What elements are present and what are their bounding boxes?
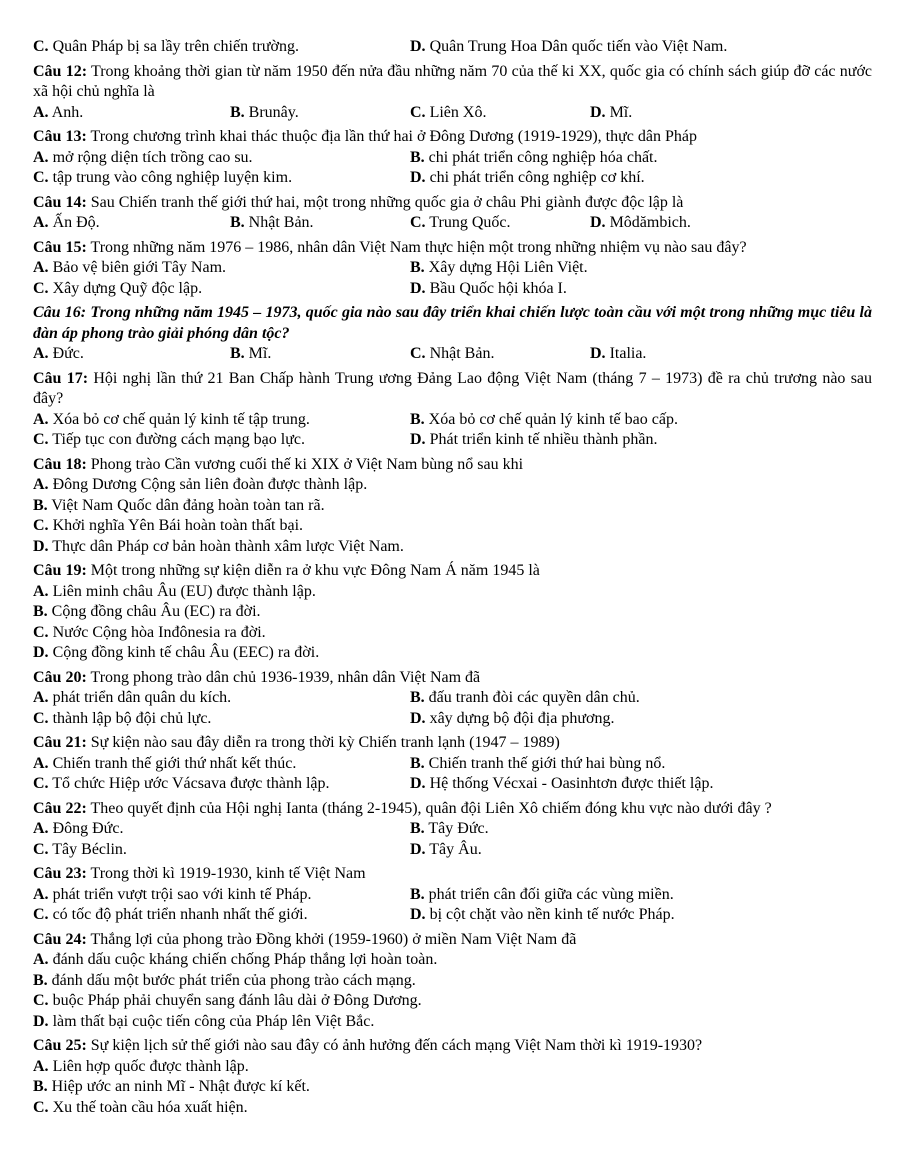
option (33, 582, 872, 603)
option-letter: B. (230, 345, 245, 362)
question-number: Câu 24: (33, 930, 87, 948)
option (410, 754, 872, 775)
question-block (33, 193, 872, 234)
option-letter: D. (410, 775, 426, 792)
option-letter: C. (33, 906, 49, 923)
option-letter: A. (33, 820, 49, 837)
option-letter: C. (33, 840, 49, 858)
options-row (33, 475, 872, 496)
question-body: Sự kiện lịch sử thế giới nào sau đây có ảnh hưởng đến cách mạng Việt Nam thời kì 1919-1930? (90, 1037, 703, 1054)
question-text (33, 668, 872, 689)
option-text: Brunây. (248, 103, 299, 121)
option-text: Hệ thống Vécxai - Oasinhtơn được thiết lập. (429, 775, 714, 792)
option-letter: C. (33, 431, 49, 448)
option-letter: D. (33, 644, 49, 661)
option-text: Quân Trung Hoa Dân quốc tiến vào Việt Nam. (429, 38, 728, 55)
option (33, 103, 230, 124)
question-block (33, 668, 872, 730)
options-row (33, 1098, 872, 1119)
option (410, 148, 872, 169)
option-text: Xóa bỏ cơ chế quản lý kinh tế tập trung. (52, 410, 310, 428)
option-text: buộc Pháp phải chuyển sang đánh lâu dài ở Đông Dương. (52, 992, 422, 1009)
option (410, 885, 872, 906)
option (410, 410, 872, 431)
option-text: đánh dấu cuộc kháng chiến chống Pháp thắng lợi hoàn toàn. (52, 951, 438, 968)
options-row (33, 602, 872, 623)
question-body: Sự kiện nào sau đây diễn ra trong thời kỳ Chiến tranh lạnh (1947 – 1989) (90, 734, 560, 751)
option (410, 819, 872, 840)
option-letter: C. (410, 345, 426, 362)
options-row (33, 1012, 872, 1033)
option (33, 279, 410, 300)
option (33, 1098, 872, 1119)
option (33, 344, 230, 365)
question-body: Trong phong trào dân chủ 1936-1939, nhân dân Việt Nam đã (90, 668, 481, 686)
question-text (33, 238, 872, 259)
option-letter: A. (33, 582, 49, 600)
option (230, 103, 410, 124)
options-row (33, 623, 872, 644)
options-row (33, 537, 872, 558)
option-text: Mĩ. (609, 103, 633, 121)
option-letter: D. (590, 103, 606, 121)
option-letter: A. (33, 345, 49, 362)
option-text: Tiếp tục con đường cách mạng bạo lực. (52, 431, 305, 448)
option-letter: A. (33, 214, 49, 231)
question-body: Phong trào Cần vương cuối thế ki XIX ở Việt Nam bùng nổ sau khi (90, 455, 524, 473)
option-letter: B. (410, 410, 425, 428)
question-block (33, 799, 872, 861)
option (33, 1012, 872, 1033)
question-body: Thắng lợi của phong trào Đồng khởi (1959-1960) ở miền Nam Việt Nam đã (90, 930, 577, 948)
option-letter: A. (33, 259, 49, 276)
option-letter: C. (33, 38, 49, 55)
question-text (33, 1036, 872, 1057)
option-text: đánh dấu một bước phát triển của phong trào cách mạng. (51, 971, 416, 989)
option (33, 885, 410, 906)
option-text: Trung Quốc. (429, 214, 511, 231)
option-text: phát triển dân quân du kích. (52, 689, 232, 706)
option-text: Thực dân Pháp cơ bản hoàn thành xâm lược Việt Nam. (52, 537, 404, 555)
option (33, 1057, 872, 1078)
option (410, 279, 872, 300)
option-text: đấu tranh đòi các quyền dân chủ. (428, 689, 640, 706)
question-number: Câu 22: (33, 799, 87, 817)
question-body: Trong những năm 1976 – 1986, nhân dân Việt Nam thực hiện một trong những nhiệm vụ nào sau đây? (90, 238, 747, 256)
option-text: Quân Pháp bị sa lầy trên chiến trường. (52, 38, 299, 55)
option (410, 774, 872, 795)
option-text: Bầu Quốc hội khóa I. (429, 279, 567, 297)
option-letter: D. (410, 38, 426, 55)
option-letter: A. (33, 885, 49, 903)
option (33, 709, 410, 730)
option-letter: B. (410, 885, 425, 903)
option-letter: B. (410, 820, 425, 837)
options-row (33, 168, 872, 189)
question-text (33, 127, 872, 148)
option-letter: D. (410, 279, 426, 297)
question-number: Câu 18: (33, 455, 87, 473)
option-text: chi phát triển công nghiệp cơ khí. (429, 169, 645, 186)
option-text: Liên Xô. (429, 103, 487, 121)
option-letter: B. (410, 689, 425, 706)
option-letter: C. (33, 992, 49, 1009)
option-letter: A. (33, 476, 49, 493)
option-letter: A. (33, 148, 49, 166)
options-row (33, 37, 872, 58)
option-letter: A. (33, 951, 49, 968)
options-row (33, 582, 872, 603)
option-letter: D. (410, 906, 426, 923)
option-letter: B. (410, 259, 425, 276)
option-text: xây dựng bộ đội địa phương. (429, 709, 615, 727)
option-text: Chiến tranh thế giới thứ hai bùng nổ. (428, 754, 666, 772)
option-letter: B. (230, 103, 245, 121)
question-body: Trong những năm 1945 – 1973, quốc gia nào sau đây triển khai chiến lược toàn cầu với một trong những mục tiêu là đàn áp phong trào giải phóng dân tộc? (33, 304, 873, 342)
option-letter: C. (33, 1098, 49, 1116)
option (230, 344, 410, 365)
options-row (33, 840, 872, 861)
option (33, 602, 872, 623)
option-letter: A. (33, 1057, 49, 1075)
question-number: Câu 21: (33, 734, 87, 751)
question-text (33, 193, 872, 214)
option-letter: C. (33, 279, 49, 297)
option-letter: C. (33, 169, 49, 186)
question-number: Câu 20: (33, 668, 87, 686)
option-text: Tây Béclin. (52, 840, 127, 858)
options-row (33, 410, 872, 431)
options-row (33, 279, 872, 300)
option-text: làm thất bại cuộc tiến công của Pháp lên Việt Bắc. (52, 1012, 375, 1030)
option (410, 709, 872, 730)
question-block (33, 864, 872, 926)
option-letter: A. (33, 754, 49, 772)
option (33, 950, 872, 971)
option-text: Xây dựng Quỹ độc lập. (52, 279, 203, 297)
question-text (33, 864, 872, 885)
option-text: Hiệp ước an ninh Mĩ - Nhật được kí kết. (51, 1078, 310, 1095)
option-text: Đông Đức. (52, 820, 124, 837)
question-number: Câu 14: (33, 193, 87, 211)
option-letter: C. (33, 517, 49, 534)
option-letter: D. (410, 709, 426, 727)
option-text: Anh. (51, 103, 84, 121)
options-row (33, 213, 872, 234)
question-block (33, 303, 872, 365)
option-text: bị cột chặt vào nền kinh tế nước Pháp. (429, 906, 675, 923)
option-text: Xây dựng Hội Liên Việt. (428, 259, 588, 276)
question-number: Câu 12: (33, 62, 88, 80)
option-letter: C. (33, 623, 49, 641)
option (33, 1077, 872, 1098)
option (410, 905, 872, 926)
options-row (33, 819, 872, 840)
options-row (33, 905, 872, 926)
option-text: Liên hợp quốc được thành lập. (52, 1057, 249, 1075)
option (33, 819, 410, 840)
option (33, 475, 872, 496)
question-number: Câu 23: (33, 865, 87, 882)
option (33, 905, 410, 926)
option (33, 537, 872, 558)
option-text: Đức. (52, 345, 84, 362)
option (410, 37, 872, 58)
option (33, 258, 410, 279)
question-text (33, 455, 872, 476)
option (33, 213, 230, 234)
question-block (33, 561, 872, 664)
option-letter: B. (33, 1078, 48, 1095)
option-letter: C. (33, 709, 49, 727)
options-row (33, 885, 872, 906)
option-text: Môdămbich. (609, 214, 691, 231)
question-number: Câu 25: (33, 1037, 87, 1054)
question-number: Câu 19: (33, 562, 87, 579)
options-row (33, 516, 872, 537)
option (230, 213, 410, 234)
option-letter: D. (410, 169, 426, 186)
options-row (33, 754, 872, 775)
options-row (33, 496, 872, 517)
option (33, 148, 410, 169)
option-text: tập trung vào công nghiệp luyện kim. (52, 169, 293, 186)
option (410, 258, 872, 279)
option-text: Cộng đồng kinh tế châu Âu (EEC) ra đời. (52, 644, 320, 661)
option (410, 840, 872, 861)
question-block (33, 238, 872, 300)
options-row (33, 344, 872, 365)
question-block (33, 1036, 872, 1118)
options-row (33, 950, 872, 971)
option-text: phát triển vượt trội sao với kinh tế Pháp. (52, 885, 312, 903)
option-text: Nhật Bản. (248, 214, 314, 231)
question-text (33, 930, 872, 951)
option-letter: B. (410, 148, 425, 166)
question-body: Sau Chiến tranh thế giới thứ hai, một trong những quốc gia ở châu Phi giành được độc lập là (90, 193, 684, 211)
options-row (33, 643, 872, 664)
option (410, 103, 590, 124)
option (33, 168, 410, 189)
option (410, 168, 872, 189)
question-text (33, 799, 872, 820)
option-text: mở rộng diện tích trồng cao su. (52, 148, 253, 166)
option (33, 991, 872, 1012)
option-letter: A. (33, 410, 49, 428)
option-text: Xóa bỏ cơ chế quản lý kinh tế bao cấp. (428, 410, 678, 428)
option-text: chi phát triển công nghiệp hóa chất. (428, 148, 658, 166)
options-row (33, 709, 872, 730)
option-letter: D. (590, 214, 606, 231)
option (33, 496, 872, 517)
option-text: Italia. (609, 345, 647, 362)
options-row (33, 258, 872, 279)
option-letter: D. (410, 840, 426, 858)
option-text: Đông Dương Cộng sản liên đoàn được thành lập. (52, 476, 368, 493)
option-text: Tây Âu. (429, 840, 482, 858)
option (33, 516, 872, 537)
option-text: Mĩ. (248, 345, 272, 362)
question-block (33, 369, 872, 451)
option (410, 344, 590, 365)
option-letter: D. (590, 345, 606, 362)
question-text (33, 561, 872, 582)
option-text: Khởi nghĩa Yên Bái hoàn toàn thất bại. (52, 517, 304, 534)
option-text: Việt Nam Quốc dân đảng hoàn toàn tan rã. (51, 496, 325, 514)
question-number: Câu 15: (33, 238, 87, 256)
prev-question-options (33, 37, 872, 58)
option-letter: A. (33, 689, 49, 706)
option (33, 643, 872, 664)
option-text: Xu thế toàn cầu hóa xuất hiện. (52, 1098, 248, 1116)
option-letter: B. (33, 971, 48, 989)
question-body: Trong thời kì 1919-1930, kinh tế Việt Nam (90, 865, 366, 882)
option-letter: D. (33, 1012, 49, 1030)
options-row (33, 430, 872, 451)
option-letter: C. (410, 214, 426, 231)
question-body: Hội nghị lần thứ 21 Ban Chấp hành Trung ương Đảng Lao động Việt Nam (tháng 7 – 1973) đề ra chủ trương nào sau đây? (33, 369, 873, 407)
option-letter: A. (33, 103, 49, 121)
option-text: Nhật Bản. (429, 345, 495, 362)
option-text: Nước Cộng hòa Inđônesia ra đời. (52, 623, 266, 641)
option-text: thành lập bộ đội chủ lực. (52, 709, 212, 727)
option-letter: B. (410, 754, 425, 772)
option (410, 213, 590, 234)
option-text: Chiến tranh thế giới thứ nhất kết thúc. (52, 754, 297, 772)
question-body: Một trong những sự kiện diễn ra ở khu vực Đông Nam Á năm 1945 là (90, 562, 540, 579)
option (410, 688, 872, 709)
question-number: Câu 13: (33, 128, 87, 145)
question-text (33, 303, 872, 344)
question-text (33, 62, 872, 103)
option (33, 774, 410, 795)
option (33, 623, 872, 644)
options-row (33, 148, 872, 169)
option-letter: B. (33, 603, 48, 620)
option (590, 344, 872, 365)
option-letter: C. (410, 103, 426, 121)
options-row (33, 971, 872, 992)
option-text: có tốc độ phát triển nhanh nhất thế giới. (52, 906, 308, 923)
options-row (33, 1077, 872, 1098)
option (33, 840, 410, 861)
option-text: Tây Đức. (428, 820, 489, 837)
question-text (33, 369, 872, 410)
option (410, 430, 872, 451)
option-letter: D. (410, 431, 426, 448)
option-text: Tổ chức Hiệp ước Vácsava được thành lập. (52, 775, 330, 792)
question-block (33, 127, 872, 189)
question-block (33, 62, 872, 124)
option-text: phát triển cân đối giữa các vùng miền. (428, 885, 674, 903)
question-body: Theo quyết định của Hội nghị Ianta (tháng 2-1945), quân đội Liên Xô chiếm đóng khu vực nào dưới đây ? (90, 799, 772, 817)
question-body: Trong khoảng thời gian từ năm 1950 đến nửa đầu những năm 70 của thế ki XX, quốc gia có chính sách giúp đỡ các nước xã hội chủ nghĩa là (33, 62, 873, 100)
option (590, 103, 872, 124)
option (590, 213, 872, 234)
question-block (33, 930, 872, 1033)
question-text (33, 733, 872, 754)
option-letter: B. (230, 214, 245, 231)
option-text: Ấn Độ. (52, 214, 100, 231)
options-row (33, 774, 872, 795)
option (33, 754, 410, 775)
option-text: Cộng đồng châu Âu (EC) ra đời. (51, 603, 261, 620)
option-text: Liên minh châu Âu (EU) được thành lập. (52, 582, 316, 600)
option (33, 971, 872, 992)
option (33, 37, 410, 58)
question-body: Trong chương trình khai thác thuộc địa lần thứ hai ở Đông Dương (1919-1929), thực dân Pháp (90, 128, 697, 145)
question-block (33, 733, 872, 795)
options-row (33, 991, 872, 1012)
option (33, 410, 410, 431)
option-text: Phát triển kinh tế nhiều thành phần. (429, 431, 658, 448)
option (33, 430, 410, 451)
options-row (33, 103, 872, 124)
question-number: Câu 16: (33, 304, 87, 321)
question-number: Câu 17: (33, 369, 89, 387)
question-block (33, 455, 872, 558)
options-row (33, 1057, 872, 1078)
option-letter: C. (33, 775, 49, 792)
option-text: Bảo vệ biên giới Tây Nam. (52, 259, 227, 276)
option-letter: B. (33, 496, 48, 514)
option (33, 688, 410, 709)
options-row (33, 688, 872, 709)
option-letter: D. (33, 537, 49, 555)
